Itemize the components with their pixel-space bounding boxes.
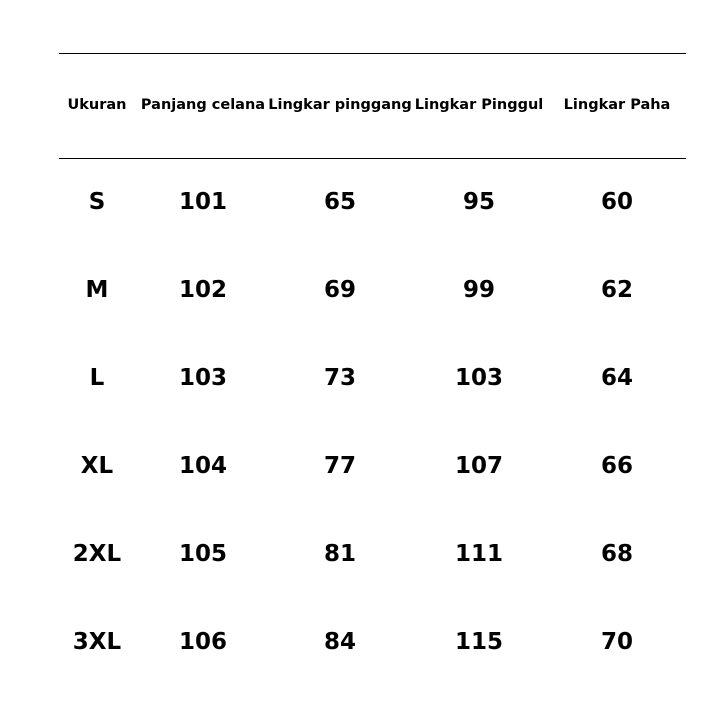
cell-lingkar-pinggul: 111 — [454, 541, 504, 567]
table-row — [59, 246, 686, 334]
table-row — [59, 510, 686, 598]
cell-panjang-celana: 105 — [178, 541, 228, 567]
cell-lingkar-pinggang: 84 — [323, 629, 357, 655]
cell-size: L — [89, 365, 105, 391]
cell-lingkar-pinggul: 103 — [454, 365, 504, 391]
cell-lingkar-pinggul: 107 — [454, 453, 504, 479]
cell-lingkar-pinggang: 65 — [323, 189, 357, 215]
header-lingkar-pinggul: Lingkar Pinggul — [414, 97, 544, 113]
table-row — [59, 334, 686, 422]
table-row — [59, 598, 686, 686]
cell-lingkar-paha: 66 — [600, 453, 634, 479]
cell-lingkar-paha: 70 — [600, 629, 634, 655]
cell-size: S — [88, 189, 106, 215]
cell-panjang-celana: 103 — [178, 365, 228, 391]
header-panjang-celana: Panjang celana — [140, 97, 266, 113]
cell-panjang-celana: 102 — [178, 277, 228, 303]
cell-lingkar-pinggul: 99 — [462, 277, 496, 303]
cell-lingkar-paha: 68 — [600, 541, 634, 567]
cell-panjang-celana: 106 — [178, 629, 228, 655]
cell-panjang-celana: 101 — [178, 189, 228, 215]
cell-lingkar-paha: 64 — [600, 365, 634, 391]
table-row — [59, 422, 686, 510]
cell-lingkar-paha: 62 — [600, 277, 634, 303]
cell-size: XL — [80, 453, 114, 479]
header-ukuran: Ukuran — [67, 97, 127, 113]
cell-lingkar-paha: 60 — [600, 189, 634, 215]
cell-size: 3XL — [72, 629, 122, 655]
cell-size: 2XL — [72, 541, 122, 567]
cell-lingkar-pinggang: 77 — [323, 453, 357, 479]
cell-lingkar-pinggang: 69 — [323, 277, 357, 303]
cell-lingkar-pinggang: 73 — [323, 365, 357, 391]
table-row — [59, 158, 686, 246]
cell-size: M — [85, 277, 109, 303]
cell-lingkar-pinggang: 81 — [323, 541, 357, 567]
cell-lingkar-pinggul: 115 — [454, 629, 504, 655]
cell-lingkar-pinggul: 95 — [462, 189, 496, 215]
table-header-row — [59, 53, 686, 158]
header-lingkar-paha: Lingkar Paha — [563, 97, 671, 113]
header-lingkar-pinggang: Lingkar pinggang — [268, 97, 412, 113]
cell-panjang-celana: 104 — [178, 453, 228, 479]
